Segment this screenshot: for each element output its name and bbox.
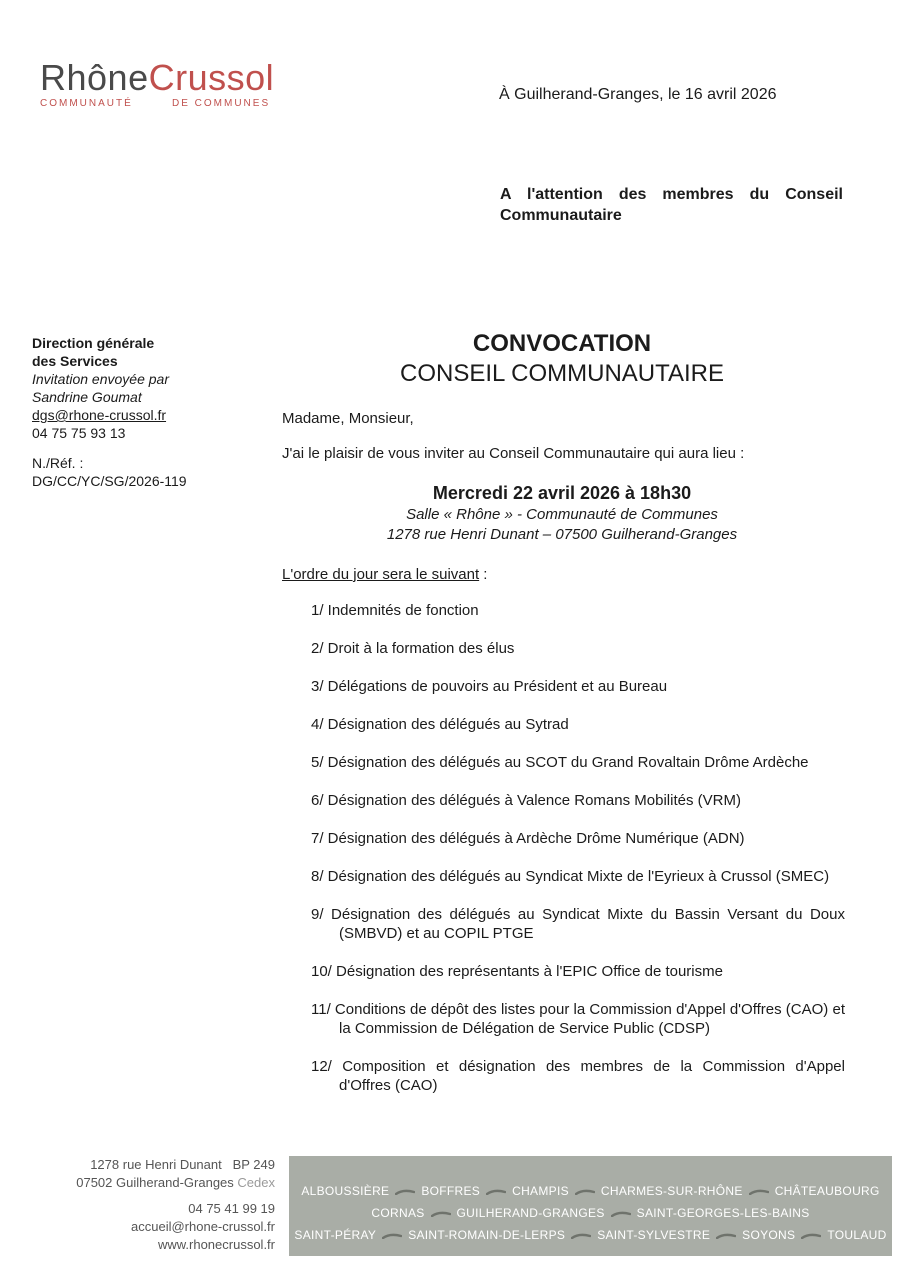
commune-name: BOFFRES	[421, 1184, 481, 1198]
footer-address-block	[30, 1156, 275, 1254]
footer-website-link[interactable]: www.rhonecrussol.fr	[157, 1237, 275, 1252]
logo-wordmark	[40, 58, 274, 98]
commune-name: CHARMES-SUR-RHÔNE	[600, 1184, 743, 1198]
agenda-item: 3/ Délégations de pouvoirs au Président et au Bureau	[311, 678, 668, 695]
sender-line1: Invitation envoyée par	[32, 371, 169, 387]
swoosh-separator-icon	[749, 1189, 769, 1195]
logo-part2: Crussol	[148, 57, 275, 98]
logo-sub-right: DE COMMUNES	[172, 98, 271, 109]
agenda-item: 1/ Indemnités de fonction	[311, 602, 479, 619]
sender-email-link[interactable]: dgs@rhone-crussol.fr	[32, 407, 167, 423]
agenda-item: 10/ Désignation des représentants à l'EPIC Office de tourisme	[311, 963, 723, 980]
swoosh-separator-icon	[486, 1189, 506, 1195]
agenda-item: 2/ Droit à la formation des élus	[311, 640, 515, 657]
commune-name: GUILHERAND-GRANGES	[456, 1206, 605, 1220]
swoosh-separator-icon	[801, 1233, 821, 1239]
commune-name: CHAMPIS	[512, 1184, 569, 1198]
meeting-address: 1278 rue Henri Dunant – 07500 Guilherand-Granges	[386, 526, 738, 543]
letter-date: À Guilherand-Granges, le 16 avril 2026	[499, 86, 777, 103]
department-line2: des Services	[32, 353, 118, 369]
swoosh-separator-icon	[575, 1189, 595, 1195]
sender-block	[32, 334, 252, 490]
commune-name: CHÂTEAUBOURG	[774, 1184, 880, 1198]
agenda-item: 8/ Désignation des délégués au Syndicat Mixte de l'Eyrieux à Crussol (SMEC)	[311, 868, 830, 885]
commune-name: SAINT-ROMAIN-DE-LERPS	[408, 1228, 566, 1242]
attention-line: A l'attention des membres du Conseil Communautaire	[500, 186, 843, 224]
communes-band	[289, 1156, 892, 1256]
agenda-heading-colon: :	[479, 566, 488, 583]
salutation: Madame, Monsieur,	[282, 410, 414, 427]
commune-name: TOULAUD	[827, 1228, 887, 1242]
swoosh-separator-icon	[611, 1211, 631, 1217]
footer-street-line	[30, 1156, 275, 1174]
communes-row-1	[289, 1184, 892, 1198]
agenda-item: 4/ Désignation des délégués au Sytrad	[311, 716, 569, 733]
footer-bp: BP 249	[232, 1157, 275, 1172]
communes-row-2	[289, 1206, 892, 1220]
agenda-heading-label: L'ordre du jour sera le suivant	[282, 566, 480, 583]
footer-city-line	[30, 1174, 275, 1192]
intro-text: J'ai le plaisir de vous inviter au Conseil Communautaire qui aura lieu :	[282, 445, 745, 462]
commune-name: CORNAS	[371, 1206, 425, 1220]
agenda-item: 12/ Composition et désignation des membres de la Commission d'Appel d'Offres (CAO)	[311, 1058, 845, 1094]
agenda-heading	[282, 566, 487, 583]
sender-phone: 04 75 75 93 13	[32, 425, 126, 441]
commune-name: SAINT-PÉRAY	[294, 1228, 377, 1242]
agenda-item: 9/ Désignation des délégués au Syndicat Mixte du Bassin Versant du Doux (SMBVD) et au COPIL PTGE	[311, 906, 845, 942]
department-line1: Direction générale	[32, 335, 155, 351]
agenda-item: 11/ Conditions de dépôt des listes pour la Commission d'Appel d'Offres (CAO) et la Commission de Délégation de Service Public (CDSP)	[311, 1001, 845, 1037]
footer-phone: 04 75 41 99 19	[188, 1201, 275, 1216]
footer-email-link[interactable]: accueil@rhone-crussol.fr	[131, 1219, 275, 1234]
convocation-subtitle: CONSEIL COMMUNAUTAIRE	[399, 360, 725, 387]
commune-name: ALBOUSSIÈRE	[301, 1184, 390, 1198]
agenda-item: 6/ Désignation des délégués à Valence Romans Mobilités (VRM)	[311, 792, 741, 809]
swoosh-separator-icon	[431, 1211, 451, 1217]
footer-cedex: Cedex	[237, 1175, 275, 1190]
meeting-date: Mercredi 22 avril 2026 à 18h30	[432, 483, 692, 503]
commune-name: SAINT-SYLVESTRE	[597, 1228, 711, 1242]
logo-part1: Rhône	[40, 57, 149, 98]
logo-sub-left: COMMUNAUTÉ	[40, 98, 133, 109]
agenda-list	[311, 601, 845, 1114]
commune-name: SOYONS	[742, 1228, 796, 1242]
swoosh-separator-icon	[571, 1233, 591, 1239]
agenda-item: 7/ Désignation des délégués à Ardèche Drôme Numérique (ADN)	[311, 830, 745, 847]
footer-city: 07502 Guilherand-Granges	[76, 1175, 234, 1190]
convocation-title: CONVOCATION	[472, 330, 652, 357]
reference-value: DG/CC/YC/SG/2026-119	[32, 473, 187, 489]
footer-street: 1278 rue Henri Dunant	[90, 1157, 222, 1172]
agenda-item: 5/ Désignation des délégués au SCOT du Grand Rovaltain Drôme Ardèche	[311, 754, 809, 771]
rhone-crussol-logo	[40, 58, 280, 114]
sender-line2: Sandrine Goumat	[32, 389, 142, 405]
commune-name: SAINT-GEORGES-LES-BAINS	[636, 1206, 810, 1220]
swoosh-separator-icon	[395, 1189, 415, 1195]
swoosh-separator-icon	[716, 1233, 736, 1239]
meeting-place: Salle « Rhône » - Communauté de Communes	[406, 506, 718, 523]
reference-label: N./Réf. :	[32, 455, 84, 471]
swoosh-separator-icon	[382, 1233, 402, 1239]
communes-row-3	[289, 1228, 892, 1242]
